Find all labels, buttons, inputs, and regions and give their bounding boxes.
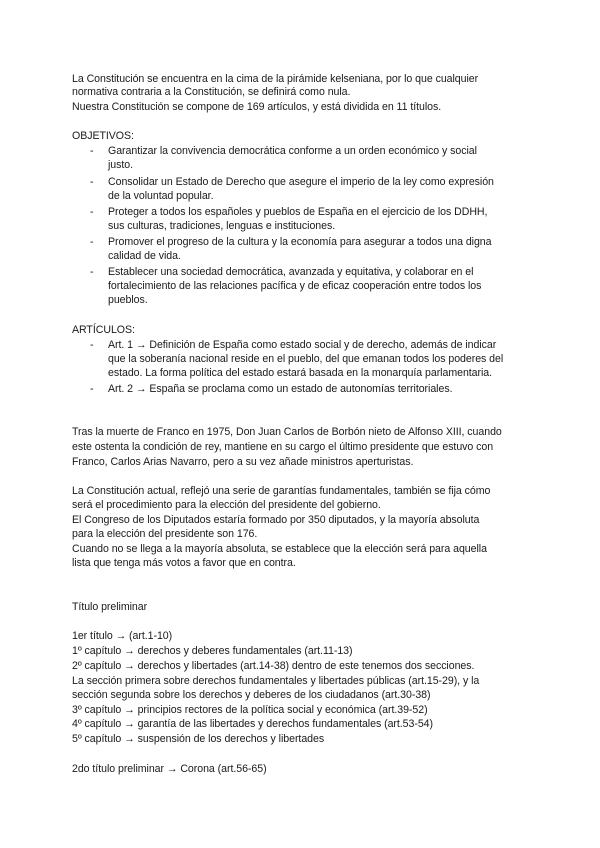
intro-line-1: La Constitución se encuentra en la cima de la pirámide kelseniana, por lo que cualquier — [72, 73, 479, 85]
capitulo-line-5: sección segunda sobre los derechos y deberes de los ciudadanos (art.30-38) — [72, 689, 431, 701]
bullet-dash: - — [90, 266, 94, 278]
capitulo-line-6: 3º capítulo → principios rectores de la política social y económica (art.39-52) — [72, 704, 428, 716]
bullet-dash: - — [90, 145, 94, 157]
capitulo-line-1: 1er título → (art.1-10) — [72, 630, 173, 642]
articulo-1-line-1: Art. 1 → Definición de España como estado social y de derecho, además de indicar — [108, 339, 497, 351]
garantias-line-2: será el procedimiento para la elección del presidente del gobierno. — [72, 499, 381, 511]
garantias-line-6: lista que tenga más votos a favor que en contra. — [72, 557, 296, 569]
bullet-dash: - — [90, 176, 94, 188]
objetivo-5-line-3: pueblos. — [108, 294, 148, 306]
titulo-preliminar-heading: Título preliminar — [72, 601, 148, 613]
articulo-1-line-2: que la soberanía nacional reside en el pueblo, del que emanan todos los poderes del — [108, 353, 504, 365]
objetivo-2-line-1: Consolidar un Estado de Derecho que asegure el imperio de la ley como expresión — [108, 176, 494, 188]
capitulo-line-8: 5º capítulo → suspensión de los derechos y libertades — [72, 733, 325, 745]
garantias-line-1: La Constitución actual, reflejó una serie de garantías fundamentales, también se fija cómo — [72, 485, 491, 497]
objetivos-heading: OBJETIVOS: — [72, 130, 134, 142]
franco-line-2: este ostenta la condición de rey, mantiene en su cargo el último presidente que estuvo con — [72, 441, 494, 453]
objetivo-5-line-2: fortalecimiento de las relaciones pacífica y de eficaz cooperación entre todos los — [108, 280, 482, 292]
capitulo-line-7: 4º capítulo → garantía de las libertades y derechos fundamentales (art.53-54) — [72, 718, 434, 730]
segundo-titulo-line: 2do título preliminar → Corona (art.56-65) — [72, 763, 267, 775]
objetivo-1-line-1: Garantizar la convivencia democrática conforme a un orden económico y social — [108, 145, 477, 157]
intro-line-2: normativa contraria a la Constitución, se definirá como nula. — [72, 86, 351, 98]
objetivo-1-line-2: justo. — [108, 159, 134, 171]
objetivo-4-line-2: calidad de vida. — [108, 250, 181, 262]
articulo-2-line-1: Art. 2 → España se proclama como un estado de autonomías territoriales. — [108, 383, 453, 395]
objetivo-5-line-1: Establecer una sociedad democrática, avanzada y equitativa, y colaborar en el — [108, 266, 474, 278]
bullet-dash: - — [90, 206, 94, 218]
intro-line-3: Nuestra Constitución se compone de 169 artículos, y está dividida en 11 títulos. — [72, 101, 442, 113]
franco-line-3: Franco, Carlos Arias Navarro, pero a su vez añade ministros aperturistas. — [72, 456, 414, 468]
garantias-line-3: El Congreso de los Diputados estaría formado por 350 diputados, y la mayoría absoluta — [72, 514, 480, 526]
capitulo-line-4: La sección primera sobre derechos fundamentales y libertades públicas (art.15-29), y la — [72, 675, 480, 687]
objetivo-4-line-1: Promover el progreso de la cultura y la economía para asegurar a todos una digna — [108, 236, 492, 248]
bullet-dash: - — [90, 236, 94, 248]
articulos-heading: ARTÍCULOS: — [72, 324, 135, 336]
franco-line-1: Tras la muerte de Franco en 1975, Don Juan Carlos de Borbón nieto de Alfonso XIII, cuando — [72, 426, 502, 438]
articulo-1-line-3: estado. La forma política del estado estará basada en la monarquía parlamentaria. — [108, 367, 493, 379]
capitulo-line-2: 1º capítulo → derechos y deberes fundamentales (art.11-13) — [72, 645, 353, 657]
objetivo-3-line-1: Proteger a todos los españoles y pueblos de España en el ejercicio de los DDHH, — [108, 206, 488, 218]
capitulo-line-3: 2º capítulo → derechos y libertades (art.14-38) dentro de este tenemos dos secciones. — [72, 660, 475, 672]
garantias-line-4: para la elección del presidente son 176. — [72, 528, 258, 540]
bullet-dash: - — [90, 383, 94, 395]
objetivo-3-line-2: sus culturas, tradiciones, lenguas e instituciones. — [108, 220, 336, 232]
garantias-line-5: Cuando no se llega a la mayoría absoluta, se establece que la elección será para aquella — [72, 543, 487, 555]
bullet-dash: - — [90, 339, 94, 351]
objetivo-2-line-2: de la voluntad popular. — [108, 190, 214, 202]
